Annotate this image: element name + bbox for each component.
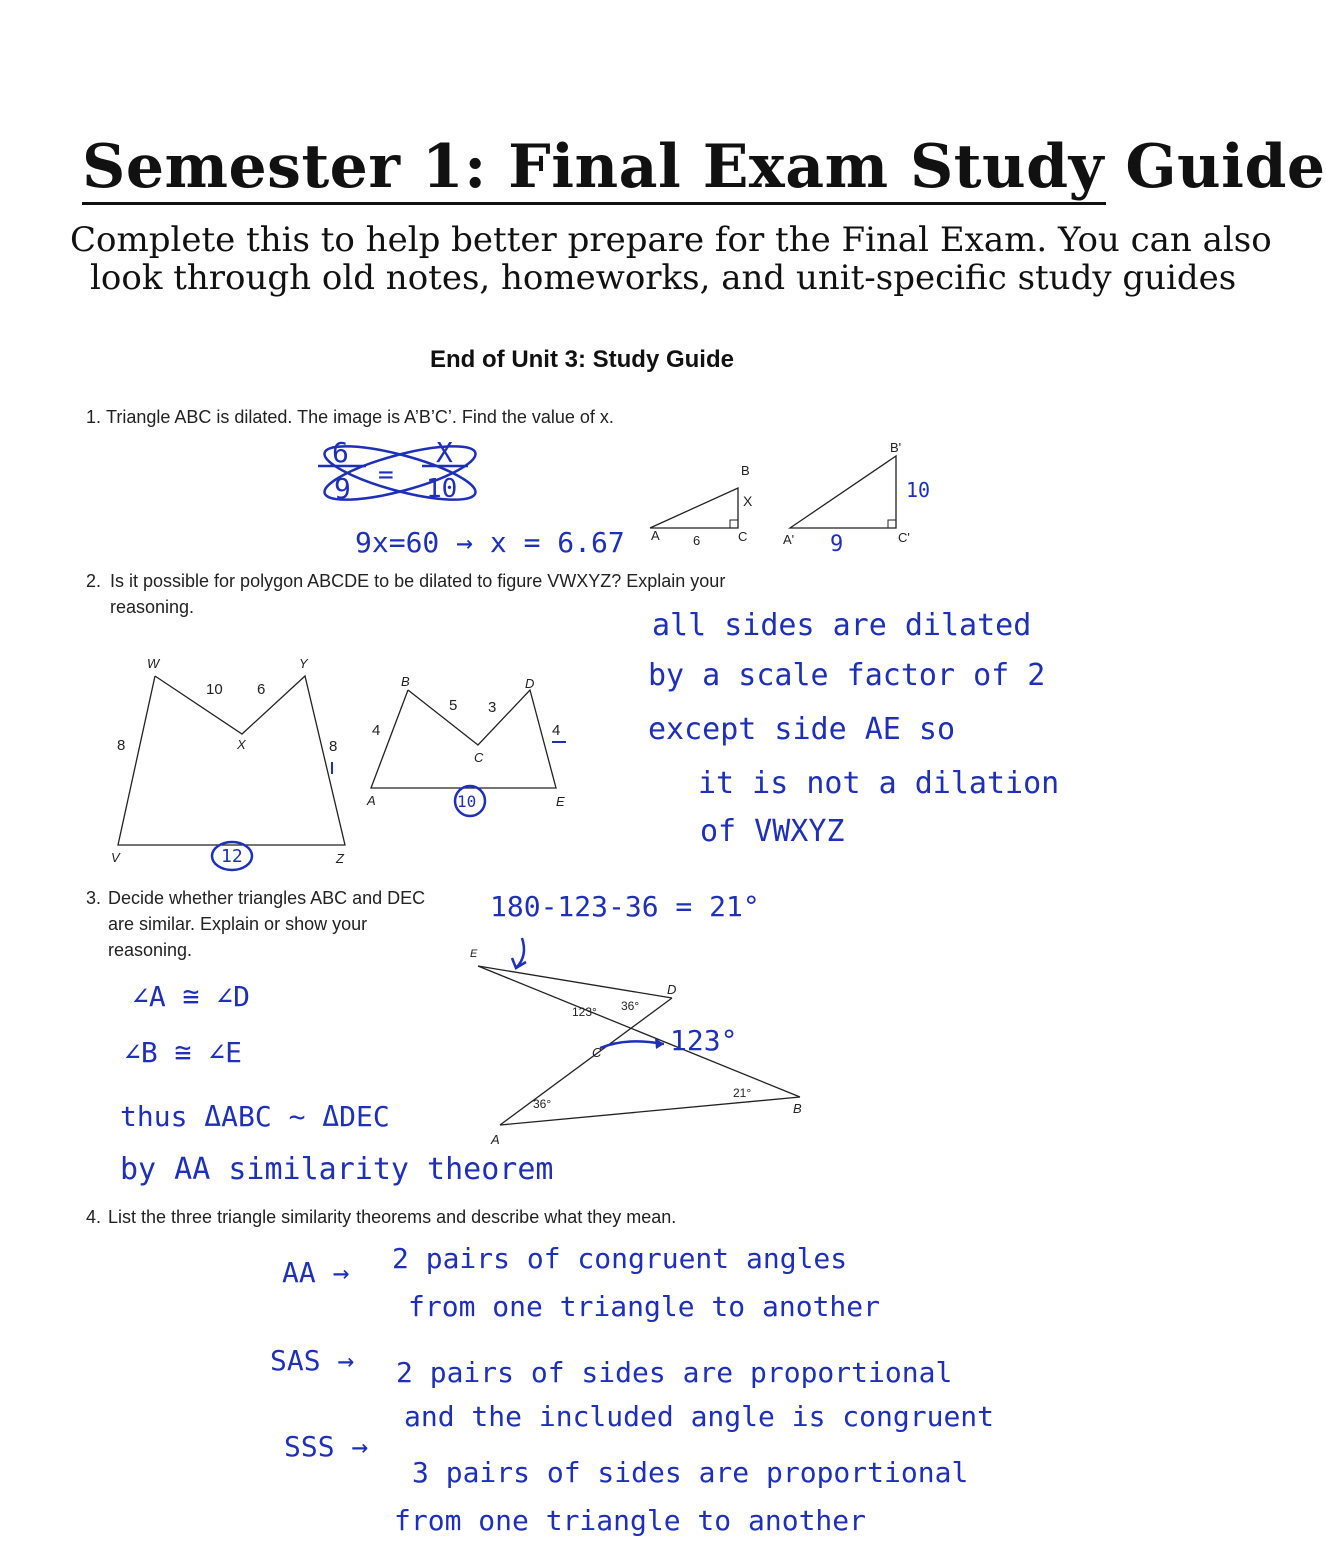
q4-sss-line-2: from one triangle to another — [394, 1504, 867, 1537]
q2-number: 2. — [86, 571, 102, 591]
q2-label-8-right: 8 — [329, 738, 338, 755]
q1-label-b: B — [741, 463, 750, 478]
q2-label-v: V — [111, 850, 120, 865]
q1-label-b-prime: B' — [890, 440, 902, 455]
q2-answer-3: except side AE so — [648, 712, 956, 747]
q1-label-c-prime: C' — [898, 530, 910, 545]
q4-aa-line-2: from one triangle to another — [408, 1290, 881, 1323]
q2-label-b: B — [401, 674, 410, 689]
q3-segment-eb — [478, 966, 800, 1097]
q1-hand-6: 6 — [332, 436, 349, 469]
q3-label-b: B — [793, 1101, 802, 1116]
q3-number: 3. — [86, 888, 102, 908]
q2-label-4-left: 4 — [372, 722, 381, 739]
q2-label-c: C — [474, 750, 484, 765]
q4-sas-line-1: 2 pairs of sides are proportional — [396, 1356, 953, 1389]
intro-line-1: Complete this to help better prepare for the Final Exam. You can also — [70, 220, 1272, 260]
q3-angle-36-top: 36° — [621, 999, 640, 1013]
q1-text: Triangle ABC is dilated. The image is A’B’C’. Find the value of x. — [106, 407, 614, 427]
q2-polygon-abcde — [371, 690, 556, 788]
q2-answer-4: it is not a dilation — [698, 766, 1060, 801]
q2-label-10: 10 — [206, 681, 223, 698]
q2-label-x: X — [237, 737, 246, 752]
q1-label-c: C — [738, 529, 748, 544]
q1-right-angle-mark-2 — [888, 520, 896, 528]
q2-label-z: Z — [336, 851, 344, 866]
q1-right-angle-mark — [730, 520, 738, 528]
q3-text-3: reasoning. — [108, 940, 193, 960]
q3-label-a: A — [491, 1132, 500, 1147]
q3-angle-36: 36° — [533, 1097, 552, 1111]
q2-label-w: W — [147, 656, 160, 671]
q3-angle-21: 21° — [733, 1086, 752, 1100]
q2-label-6: 6 — [257, 681, 266, 698]
q4-sss-line-1: 3 pairs of sides are proportional — [412, 1456, 969, 1489]
q3-label-e: E — [470, 948, 478, 960]
q2-label-5: 5 — [449, 697, 458, 714]
page-title: Semester 1: Final Exam Study Guide — [82, 132, 1326, 202]
q3-answer-2: ∠B ≅ ∠E — [124, 1036, 243, 1069]
q3-calc: 180-123-36 = 21° — [490, 890, 760, 923]
q4-sas-line-2: and the included angle is congruent — [404, 1400, 995, 1433]
q2-label-a: A — [367, 793, 376, 808]
q4-aa-line-1: 2 pairs of congruent angles — [392, 1242, 848, 1275]
q1-triangle-image — [790, 456, 896, 528]
q1-number: 1. — [86, 407, 102, 427]
q2-label-e: E — [556, 794, 565, 809]
q3-answer-1: ∠A ≅ ∠D — [132, 980, 251, 1013]
q3-answer-4: by AA similarity theorem — [120, 1152, 554, 1187]
q3-angle-annotation: 123° — [670, 1024, 738, 1057]
q1-triangle-abc — [650, 488, 738, 528]
q3-right-arrow — [600, 1041, 664, 1048]
q2-text-2: reasoning. — [110, 597, 195, 617]
q2-label-3: 3 — [488, 699, 497, 716]
q3-angle-123: 123° — [572, 1005, 597, 1019]
q3-answer-3: thus ΔABC ~ ΔDEC — [120, 1100, 390, 1133]
q3-text-2: are similar. Explain or show your — [108, 914, 368, 934]
q1-label-9: 9 — [830, 532, 844, 557]
q1-label-6: 6 — [693, 533, 701, 548]
q2-polygon-vwxyz — [118, 676, 345, 845]
q3-label-c: C — [592, 1045, 602, 1060]
q1-hand-10: 10 — [426, 474, 458, 504]
q1-label-a: A — [651, 528, 660, 543]
q1-work: 9x=60 → x = 6.67 — [355, 526, 625, 559]
q2-label-12: 12 — [221, 846, 243, 867]
q1-label-a-prime: A' — [783, 532, 795, 547]
q3-label-d: D — [667, 982, 677, 997]
q2-label-y: Y — [299, 656, 308, 671]
q3-text-1: Decide whether triangles ABC and DEC — [108, 888, 426, 908]
section-heading: End of Unit 3: Study Guide — [430, 346, 734, 373]
q2-answer-2: by a scale factor of 2 — [648, 658, 1046, 693]
q3-segment-ed — [478, 966, 672, 998]
q2-label-4-right: 4 — [552, 722, 561, 739]
q4-number: 4. — [86, 1207, 102, 1227]
q4-sss-key: SSS → — [284, 1430, 369, 1463]
q2-label-d: D — [525, 676, 535, 691]
q4-sas-key: SAS → — [270, 1344, 355, 1377]
q1-hand-9: 9 — [334, 472, 351, 505]
q1-hand-equals: = — [378, 460, 394, 490]
q1-label-10: 10 — [906, 478, 931, 502]
q2-text-1: Is it possible for polygon ABCDE to be dilated to figure VWXYZ? Explain your — [110, 571, 726, 591]
q4-text: List the three triangle similarity theorems and describe what they mean. — [108, 1207, 677, 1227]
intro-line-2: look through old notes, homeworks, and unit-specific study guides — [90, 258, 1237, 298]
q4-aa-key: AA → — [282, 1256, 350, 1289]
q1-hand-x: X — [436, 436, 453, 469]
q1-label-x: X — [743, 493, 753, 509]
q2-label-10-bottom: 10 — [457, 792, 477, 811]
q2-answer-1: all sides are dilated — [652, 608, 1032, 643]
q2-label-8-left: 8 — [117, 737, 126, 754]
q2-answer-5: of VWXYZ — [700, 814, 845, 849]
